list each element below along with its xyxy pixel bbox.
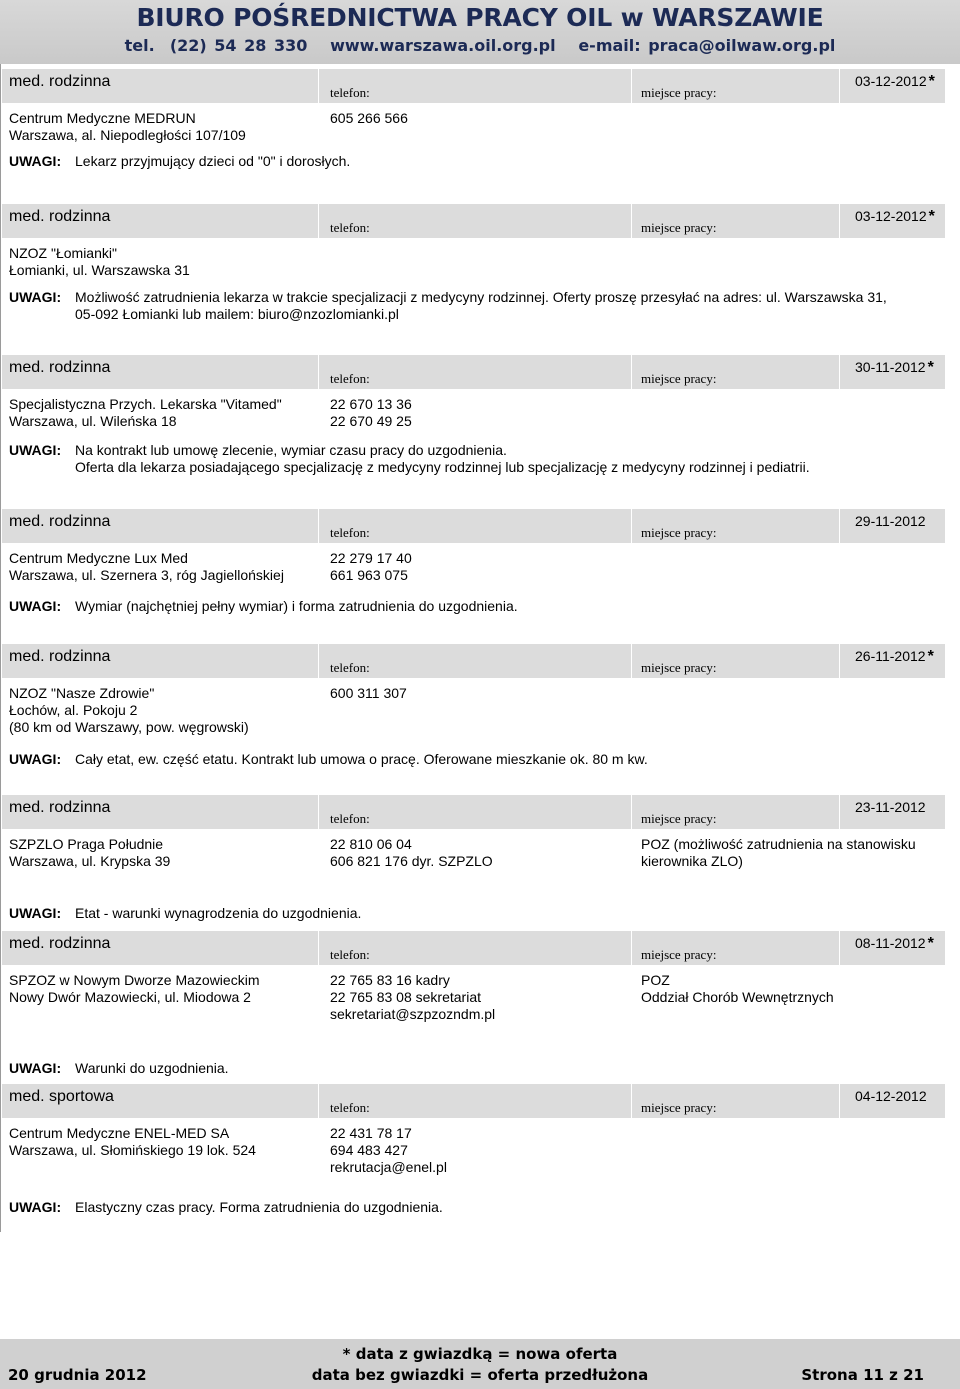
employer-line: Centrum Medyczne ENEL-MED SA xyxy=(9,1125,230,1141)
workplace-label: miejsce pracy: xyxy=(641,947,717,962)
notes-label: UWAGI: xyxy=(9,153,62,169)
employer-line: Warszawa, ul. Wileńska 18 xyxy=(9,413,177,429)
employer-info xyxy=(9,110,246,144)
phone-label: telefon: xyxy=(330,85,370,100)
employer-line: Warszawa, ul. Szernera 3, róg Jagiellońskiej xyxy=(9,567,284,583)
offer-specialty: med. rodzinna xyxy=(2,69,318,103)
offer-specialty: med. rodzinna xyxy=(2,644,318,678)
header-title: BIURO POŚREDNICTWA PRACY OIL w WARSZAWIE xyxy=(136,3,824,32)
offer-date-box xyxy=(840,355,945,389)
employer-line: Warszawa, ul. Krypska 39 xyxy=(9,853,171,869)
offer-notes: Wymiar (najchętniej pełny wymiar) i forma zatrudnienia do uzgodnienia. xyxy=(75,598,518,614)
phone-label: telefon: xyxy=(330,947,370,962)
phone-label: telefon: xyxy=(330,371,370,386)
phone-line: 605 266 566 xyxy=(330,110,408,126)
phone-label: telefon: xyxy=(330,811,370,826)
offer-notes: Lekarz przyjmujący dzieci od "0" i dorosłych. xyxy=(75,153,351,169)
notes-label: UWAGI: xyxy=(9,751,62,767)
offer-date: 29-11-2012 xyxy=(855,513,926,529)
phone-header xyxy=(319,1084,631,1118)
phone-values xyxy=(330,110,408,127)
phone-line: 22 670 49 25 xyxy=(330,413,412,429)
new-offer-star-icon: * xyxy=(928,73,935,90)
notes-label: UWAGI: xyxy=(9,442,62,458)
employer-info xyxy=(9,685,249,736)
phone-line: sekretariat@szpzozndm.pl xyxy=(330,1006,496,1022)
offer-date-box xyxy=(840,931,945,965)
offer-date-box xyxy=(840,509,945,543)
notes-label: UWAGI: xyxy=(9,598,62,614)
workplace-header xyxy=(632,69,839,103)
new-offer-star-icon: * xyxy=(927,359,934,376)
offer-specialty: med. sportowa xyxy=(2,1084,318,1118)
notes-label: UWAGI: xyxy=(9,1199,62,1215)
phone-label: telefon: xyxy=(330,660,370,675)
employer-line: SPZOZ w Nowym Dworze Mazowieckim xyxy=(9,972,260,988)
phone-values xyxy=(330,550,412,584)
employer-line: SZPZLO Praga Południe xyxy=(9,836,164,852)
phone-label: telefon: xyxy=(330,525,370,540)
employer-line: Warszawa, ul. Słomińskiego 19 lok. 524 xyxy=(9,1142,256,1158)
offers-list xyxy=(0,64,960,1232)
workplace-line: kierownika ZLO) xyxy=(641,853,743,869)
phone-line: 22 810 06 04 xyxy=(330,836,412,852)
phone-values xyxy=(330,1125,447,1176)
workplace-line: POZ (możliwość zatrudnienia na stanowisku xyxy=(641,836,916,852)
workplace-label: miejsce pracy: xyxy=(641,220,717,235)
new-offer-star-icon: * xyxy=(927,935,934,952)
workplace-header xyxy=(632,644,839,678)
offer-date: 04-12-2012 xyxy=(855,1088,927,1104)
offer-date-box xyxy=(840,69,945,103)
employer-line: Łomianki, ul. Warszawska 31 xyxy=(9,262,190,278)
header-contact: tel. (22) 54 28 330 www.warszawa.oil.org.pl e-mail: praca@oilwaw.org.pl xyxy=(124,36,836,55)
offer-date: 23-11-2012 xyxy=(855,799,926,815)
offer-notes: Na kontrakt lub umowę zlecenie, wymiar czasu pracy do uzgodnienia. Oferta dla lekarza posiadającego specjalizację z medycyny rodzinnej lub specjalizację z medycyny rodzinnej i pediatrii. xyxy=(75,442,810,475)
workplace-label: miejsce pracy: xyxy=(641,371,717,386)
phone-values xyxy=(330,396,412,430)
workplace-header xyxy=(632,355,839,389)
employer-line: Specjalistyczna Przych. Lekarska "Vitamed" xyxy=(9,396,282,412)
phone-header xyxy=(319,69,631,103)
workplace-values xyxy=(641,972,834,1006)
workplace-label: miejsce pracy: xyxy=(641,811,717,826)
job-offer xyxy=(1,639,959,781)
job-offer xyxy=(1,504,959,628)
offer-notes: Możliwość zatrudnienia lekarza w trakcie specjalizacji z medycyny rodzinnej. Oferty proszę przesyłać na adres: ul. Warszawska 31, 05-092 Łomianki lub mailem: biuro@nzozlomianki.pl xyxy=(75,289,887,322)
offer-date: 03-12-2012 xyxy=(855,208,927,224)
offer-date: 08-11-2012 xyxy=(855,935,926,951)
employer-line: Centrum Medyczne Lux Med xyxy=(9,550,188,566)
offer-date: 26-11-2012 xyxy=(855,648,926,664)
employer-line: Nowy Dwór Mazowiecki, ul. Miodowa 2 xyxy=(9,989,251,1005)
phone-line: 22 279 17 40 xyxy=(330,550,412,566)
phone-line: 22 431 78 17 xyxy=(330,1125,412,1141)
phone-line: 600 311 307 xyxy=(330,685,407,701)
offer-specialty: med. rodzinna xyxy=(2,355,318,389)
notes-label: UWAGI: xyxy=(9,1060,62,1076)
workplace-header xyxy=(632,204,839,238)
employer-info xyxy=(9,550,284,584)
phone-line: 22 765 83 16 kadry xyxy=(330,972,450,988)
employer-line: NZOZ "Nasze Zdrowie" xyxy=(9,685,155,701)
workplace-header xyxy=(632,509,839,543)
footer-legend xyxy=(300,1344,660,1386)
job-offer xyxy=(1,926,959,1090)
workplace-line: Oddział Chorób Wewnętrznych xyxy=(641,989,834,1005)
phone-label: telefon: xyxy=(330,1100,370,1115)
offer-notes: Etat - warunki wynagrodzenia do uzgodnienia. xyxy=(75,905,362,921)
offer-specialty: med. rodzinna xyxy=(2,204,318,238)
footer-date: 20 grudnia 2012 xyxy=(8,1366,147,1384)
phone-line: 22 765 83 08 sekretariat xyxy=(330,989,481,1005)
workplace-header xyxy=(632,1084,839,1118)
workplace-header xyxy=(632,795,839,829)
offer-notes: Elastyczny czas pracy. Forma zatrudnienia do uzgodnienia. xyxy=(75,1199,443,1215)
offer-date-box xyxy=(840,795,945,829)
workplace-label: miejsce pracy: xyxy=(641,525,717,540)
phone-values xyxy=(330,685,407,702)
page-footer xyxy=(0,1339,960,1389)
phone-line: 661 963 075 xyxy=(330,567,408,583)
job-offer xyxy=(1,350,959,475)
new-offer-star-icon: * xyxy=(928,208,935,225)
workplace-label: miejsce pracy: xyxy=(641,85,717,100)
employer-line: Łochów, al. Pokoju 2 xyxy=(9,702,138,718)
phone-line: rekrutacja@enel.pl xyxy=(330,1159,447,1175)
employer-info xyxy=(9,1125,256,1159)
employer-info xyxy=(9,245,190,279)
phone-header xyxy=(319,795,631,829)
phone-label: telefon: xyxy=(330,220,370,235)
employer-line: NZOZ "Łomianki" xyxy=(9,245,117,261)
employer-line: (80 km od Warszawy, pow. węgrowski) xyxy=(9,719,249,735)
employer-info xyxy=(9,972,259,1006)
offer-date-box xyxy=(840,644,945,678)
phone-values xyxy=(330,972,495,1023)
phone-values xyxy=(330,836,493,870)
job-offer xyxy=(1,199,959,322)
phone-line: 606 821 176 dyr. SZPZLO xyxy=(330,853,493,869)
offer-specialty: med. rodzinna xyxy=(2,795,318,829)
phone-header xyxy=(319,644,631,678)
workplace-header xyxy=(632,931,839,965)
phone-header xyxy=(319,931,631,965)
notes-label: UWAGI: xyxy=(9,905,62,921)
offer-date-box xyxy=(840,204,945,238)
employer-line: Warszawa, al. Niepodległości 107/109 xyxy=(9,127,246,143)
offer-date: 30-11-2012 xyxy=(855,359,926,375)
phone-line: 694 483 427 xyxy=(330,1142,408,1158)
phone-header xyxy=(319,204,631,238)
employer-info xyxy=(9,396,282,430)
offer-date: 03-12-2012 xyxy=(855,73,927,89)
offer-specialty: med. rodzinna xyxy=(2,931,318,965)
notes-label: UWAGI: xyxy=(9,289,62,305)
job-offer xyxy=(1,1079,959,1229)
workplace-values xyxy=(641,836,916,870)
employer-info xyxy=(9,836,170,870)
workplace-label: miejsce pracy: xyxy=(641,1100,717,1115)
footer-legend-new: * data z gwiazdką = nowa oferta xyxy=(342,1345,618,1363)
page-header xyxy=(0,0,960,64)
workplace-label: miejsce pracy: xyxy=(641,660,717,675)
workplace-line: POZ xyxy=(641,972,670,988)
phone-header xyxy=(319,355,631,389)
job-offer xyxy=(1,64,959,183)
footer-page-number: Strona 11 z 21 xyxy=(801,1366,924,1384)
offer-notes: Cały etat, ew. część etatu. Kontrakt lub umowa o pracę. Oferowane mieszkanie ok. 80 m kw. xyxy=(75,751,648,767)
offer-date-box xyxy=(840,1084,945,1118)
new-offer-star-icon: * xyxy=(927,648,934,665)
job-offer xyxy=(1,790,959,935)
employer-line: Centrum Medyczne MEDRUN xyxy=(9,110,196,126)
offer-specialty: med. rodzinna xyxy=(2,509,318,543)
offer-notes: Warunki do uzgodnienia. xyxy=(75,1060,229,1076)
phone-line: 22 670 13 36 xyxy=(330,396,412,412)
phone-header xyxy=(319,509,631,543)
footer-legend-extended: data bez gwiazdki = oferta przedłużona xyxy=(311,1366,649,1384)
